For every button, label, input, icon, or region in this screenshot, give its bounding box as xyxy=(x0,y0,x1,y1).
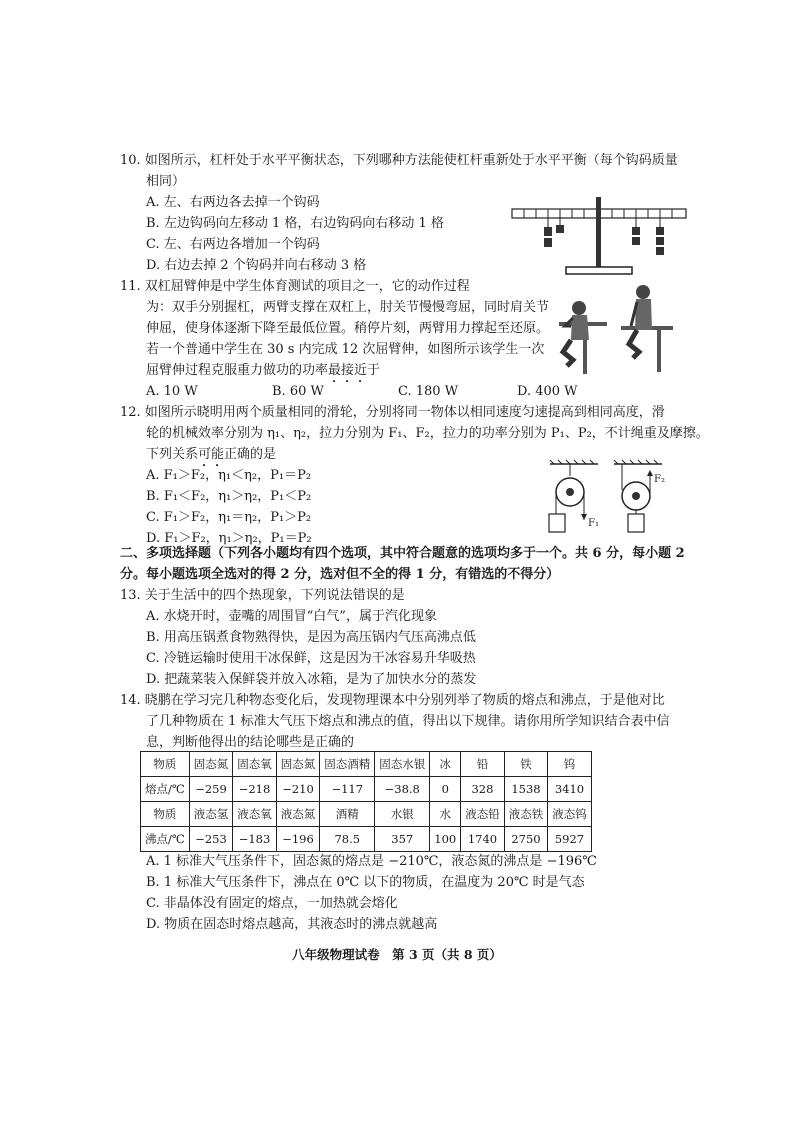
q10-option-c: C. 左、右两边各增加一个钩码 xyxy=(146,237,320,252)
q13-option-b: B. 用高压锅煮食物熟得快，是因为高压锅内气压高沸点低 xyxy=(146,630,476,645)
table-cell: 78.5 xyxy=(320,827,375,852)
table-cell: −259 xyxy=(189,777,233,802)
q12-stem-line1: 12. 如图所示晓明用两个质量相同的滑轮，分别将同一物体以相同速度匀速提高到相同高度，滑 xyxy=(120,405,665,420)
label-f2: F₂ xyxy=(654,474,665,485)
table-cell: −253 xyxy=(189,827,233,852)
q14-option-a: A. 1 标准大气压条件下，固态氮的熔点是 −210℃，液态氮的沸点是 −196℃ xyxy=(146,854,597,869)
q14-option-b: B. 1 标准大气压条件下，沸点在 0℃ 以下的物质，在温度为 20℃ 时是气态 xyxy=(146,875,585,890)
q14-stem-line2: 了几种物质在 1 标准大气压下熔点和沸点的值，得出以下规律。请你用所学知识结合表中信 xyxy=(146,714,670,729)
label-f1: F₁ xyxy=(588,518,599,529)
section2-heading-line1: 二、多项选择题（下列各小题均有四个选项，其中符合题意的选项均多于一个。共 6 分，每小题 2 xyxy=(120,546,685,561)
table-cell: 固态酒精 xyxy=(320,752,375,777)
q14-option-d: D. 物质在固态时熔点越高，其液态时的沸点就越高 xyxy=(146,917,438,932)
lever-balance-figure xyxy=(508,195,690,277)
q14-option-c: C. 非晶体没有固定的熔点，一加热就会熔化 xyxy=(146,896,398,911)
q11-option-c: C. 180 W xyxy=(398,384,459,399)
table-cell: 酒精 xyxy=(320,802,375,827)
table-cell: 沸点/℃ xyxy=(141,827,190,852)
table-cell: −196 xyxy=(276,827,320,852)
q13-option-c: C. 冷链运输时使用干冰保鲜，这是因为干冰容易升华吸热 xyxy=(146,651,476,666)
table-cell: −117 xyxy=(320,777,375,802)
q14-stem-line3: 息，判断他得出的结论哪些是正确的 xyxy=(146,735,355,750)
q10-option-d: D. 右边去掉 2 个钩码并向右移动 3 格 xyxy=(146,258,367,273)
q12-stem-line3: 下列关系可能正确的是 xyxy=(146,447,277,462)
table-cell: −38.8 xyxy=(375,777,430,802)
table-cell: 固态水银 xyxy=(375,752,430,777)
q11-option-a: A. 10 W xyxy=(146,384,198,399)
q10-option-b: B. 左边钩码向左移动 1 格，右边钩码向右移动 1 格 xyxy=(146,216,444,231)
q13-option-d: D. 把蔬菜装入保鲜袋并放入冰箱，是为了加快水分的蒸发 xyxy=(146,672,477,687)
table-cell: 5927 xyxy=(548,827,592,852)
table-cell: 钨 xyxy=(548,752,592,777)
table-cell: 液态铅 xyxy=(461,802,505,827)
table-cell: 水银 xyxy=(375,802,430,827)
q11-option-d: D. 400 W xyxy=(517,384,578,399)
table-cell: 1740 xyxy=(461,827,505,852)
table-cell: 铅 xyxy=(461,752,505,777)
q11-stem-line2: 为：双手分别握杠，两臂支撑在双杠上，肘关节慢慢弯屈，同时肩关节 xyxy=(146,300,550,315)
table-cell: 固态氧 xyxy=(233,752,277,777)
q12-option-d: D. F₁＞F₂，η₁＞η₂，P₁＝P₂ xyxy=(146,531,312,546)
q10-option-a: A. 左、右两边各去掉一个钩码 xyxy=(146,195,320,210)
q11-stem-line1: 11. 双杠屈臂伸是中学生体育测试的项目之一，它的动作过程 xyxy=(120,279,470,294)
table-cell: 液态氧 xyxy=(233,802,277,827)
pulley-figure xyxy=(548,458,678,542)
emphasis-text: 可能 xyxy=(198,447,225,462)
q13-option-a: A. 水烧开时，壶嘴的周围冒“白气”，属于汽化现象 xyxy=(146,609,437,624)
page-footer: 八年级物理试卷 第 3 页（共 8 页） xyxy=(292,947,502,962)
table-row xyxy=(141,827,592,852)
table-cell: 液态氮 xyxy=(276,802,320,827)
q10-stem-line2: 相同） xyxy=(146,174,186,189)
table-cell: 3410 xyxy=(548,777,592,802)
q11-stem-line3: 伸屈，使身体逐渐下降至最低位置。稍停片刻，两臂用力撑起至还原。 xyxy=(146,321,550,336)
table-cell: 液态铁 xyxy=(504,802,548,827)
parallel-bars-figure xyxy=(557,282,677,374)
melting-boiling-table xyxy=(140,751,592,852)
table-cell: 100 xyxy=(430,827,461,852)
q11-option-b: B. 60 W xyxy=(272,384,324,399)
table-cell: 固态氮 xyxy=(276,752,320,777)
table-cell: 328 xyxy=(461,777,505,802)
q12-option-a: A. F₁＞F₂，η₁＜η₂，P₁＝P₂ xyxy=(146,468,312,483)
table-row xyxy=(141,777,592,802)
table-row xyxy=(141,802,592,827)
table-cell: 1538 xyxy=(504,777,548,802)
q13-stem: 13. 关于生活中的四个热现象，下列说法错误的是 xyxy=(120,588,405,603)
table-cell: −210 xyxy=(276,777,320,802)
q11-stem-line5: 屈臂伸过程克服重力做功的功率最接近于 xyxy=(146,363,381,378)
q10-stem-line1: 10. 如图所示，杠杆处于水平平衡状态，下列哪种方法能使杠杆重新处于水平平衡（每个钩码质量 xyxy=(120,153,678,168)
table-cell: 固态氮 xyxy=(189,752,233,777)
table-cell: 357 xyxy=(375,827,430,852)
table-cell: 物质 xyxy=(141,752,190,777)
table-row xyxy=(141,752,592,777)
section2-heading-line2: 分。每小题选项全选对的得 2 分，选对但不全的得 1 分，有错选的不得分） xyxy=(120,567,560,582)
emphasis-text: 最接近 xyxy=(328,363,368,378)
q12-option-c: C. F₁＞F₂，η₁＝η₂，P₁＞P₂ xyxy=(146,510,312,525)
table-cell: −183 xyxy=(233,827,277,852)
q11-stem-line4: 若一个普通中学生在 30 s 内完成 12 次屈臂伸，如图所示该学生一次 xyxy=(146,342,545,357)
table-cell: 铁 xyxy=(504,752,548,777)
q14-stem-line1: 14. 晓鹏在学习完几种物态变化后，发现物理课本中分别列举了物质的熔点和沸点，于是他对比 xyxy=(120,693,665,708)
table-cell: 2750 xyxy=(504,827,548,852)
table-cell: 液态氢 xyxy=(189,802,233,827)
table-cell: 物质 xyxy=(141,802,190,827)
table-cell: 0 xyxy=(430,777,461,802)
q12-option-b: B. F₁＜F₂，η₁＞η₂，P₁＜P₂ xyxy=(146,489,312,504)
table-cell: −218 xyxy=(233,777,277,802)
table-cell: 液态钨 xyxy=(548,802,592,827)
table-cell: 水 xyxy=(430,802,461,827)
table-cell: 冰 xyxy=(430,752,461,777)
q12-stem-line2: 轮的机械效率分别为 η₁、η₂，拉力分别为 F₁、F₂，拉力的功率分别为 P₁、P₂，不计绳重及摩擦。 xyxy=(146,426,709,441)
table-cell: 熔点/℃ xyxy=(141,777,190,802)
